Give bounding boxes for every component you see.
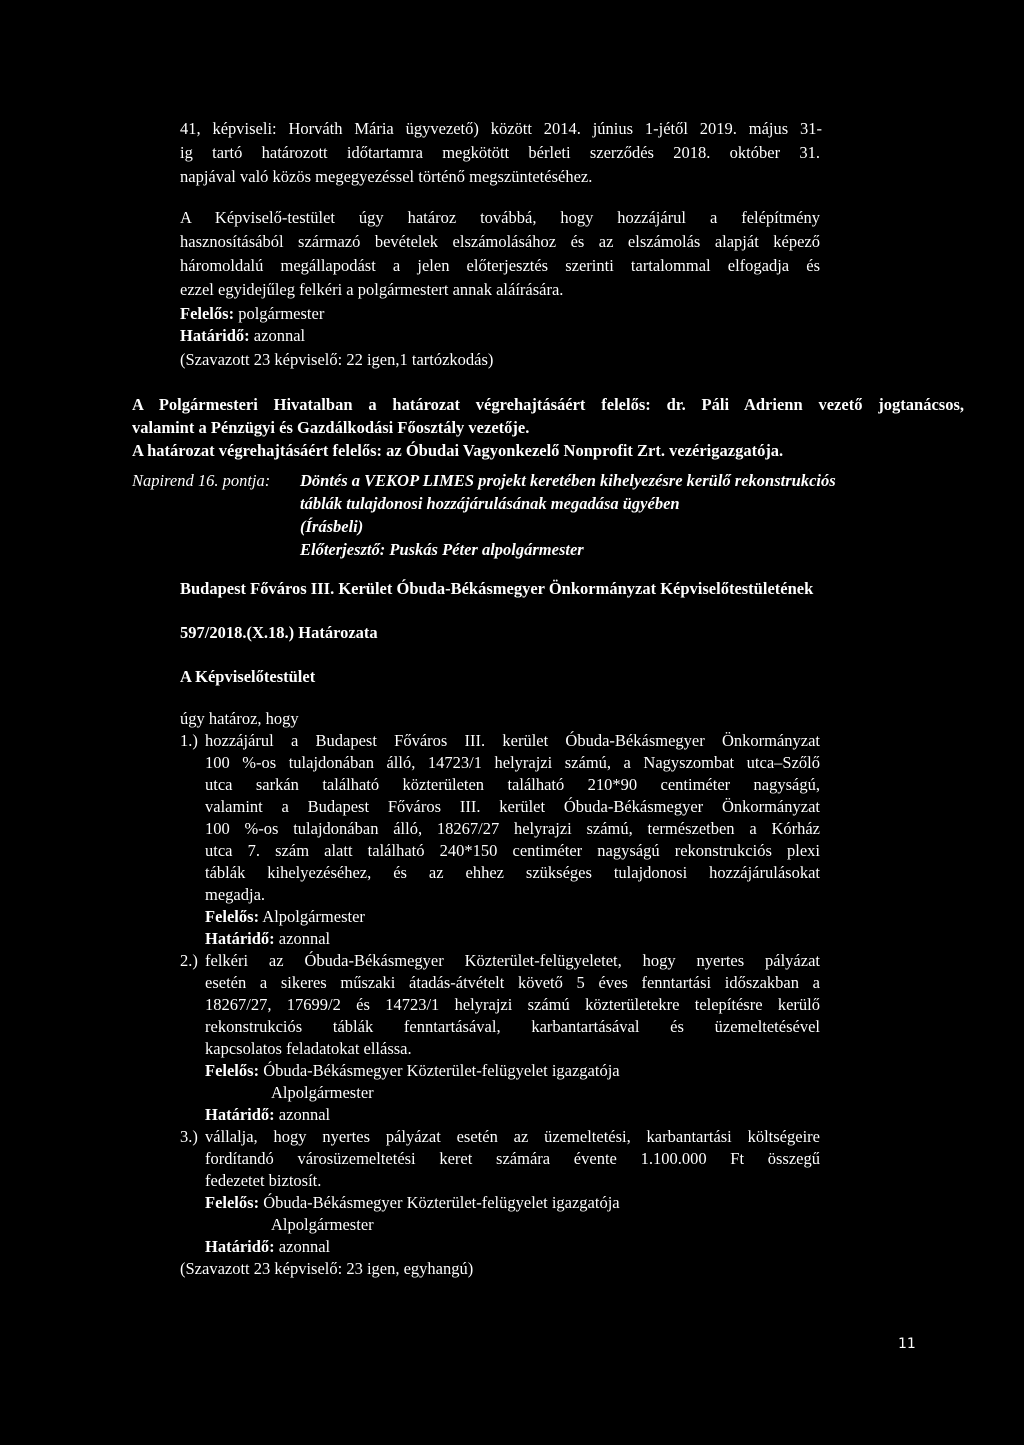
text-line: A Képviselő-testület úgy határoz továbbá, hogy hozzájárul a felépítmény (180, 208, 820, 227)
text-line: háromoldalú megállapodást a jelen előterjesztés szerinti tartalommal elfogadja és (180, 256, 820, 275)
deadline-label: Határidő: (180, 326, 250, 345)
responsible-line (205, 1061, 620, 1081)
responsible-label: Felelős: (180, 304, 235, 323)
text-line: fordítandó városüzemeltetési keret számára évente 1.100.000 Ft összegű (205, 1149, 820, 1168)
responsible-line (180, 304, 324, 324)
item-number: 3.) (180, 1127, 198, 1146)
deadline-value: azonnal (249, 326, 306, 345)
text-line: 18267/27, 17699/2 és 14723/1 helyrajzi számú közterületekre telepítésre kerülő (205, 995, 820, 1014)
deadline-line (205, 1237, 330, 1257)
text-line: hasznosításából származó bevételek elszámolásához és az elszámolás alapját képező (180, 232, 820, 251)
text-line: 41, képviseli: Horváth Mária ügyvezető) között 2014. június 1-jétől 2019. május 31- (180, 119, 822, 138)
agenda-presenter: Előterjesztő: Puskás Péter alpolgármester (300, 540, 584, 559)
resolution-body-title: Budapest Főváros III. Kerület Óbuda-Békásmegyer Önkormányzat Képviselőtestületének (180, 579, 814, 598)
responsible-label: Felelős: (205, 1061, 260, 1080)
agenda-type: (Írásbeli) (300, 517, 364, 536)
text-line: felkéri az Óbuda-Békásmegyer Közterület-felügyeletet, hogy nyertes pályázat (205, 951, 820, 970)
responsible-label: Felelős: (205, 1193, 260, 1212)
page-number: 11 (898, 1336, 916, 1352)
text-line: fedezetet biztosít. (205, 1171, 322, 1190)
resolution-subject: A Képviselőtestület (180, 667, 316, 686)
text-line: 100 %-os tulajdonában álló, 14723/1 helyrajzi számú, a Nagyszombat utca–Szőlő (205, 753, 820, 772)
deadline-value: azonnal (274, 1237, 331, 1256)
text-line: valamint a Pénzügyi és Gazdálkodási Főosztály vezetője. (132, 418, 530, 437)
text-line: ezzel egyidejűleg felkéri a polgármestert annak aláírására. (180, 280, 564, 299)
text-line: 100 %-os tulajdonában álló, 18267/27 helyrajzi számú, természetben a Kórház (205, 819, 820, 838)
deadline-value: azonnal (274, 1105, 331, 1124)
deadline-line (205, 929, 330, 949)
vote-result: (Szavazott 23 képviselő: 22 igen,1 tartózkodás) (180, 350, 494, 369)
text-line: A Polgármesteri Hivatalban a határozat végrehajtásáért felelős: dr. Páli Adrienn vezető jogtanácsos, (132, 395, 964, 414)
responsible-value: Óbuda-Békásmegyer Közterület-felügyelet igazgatója (259, 1193, 620, 1212)
text-line: valamint a Budapest Főváros III. kerület Óbuda-Békásmegyer Önkormányzat (205, 797, 820, 816)
agenda-label: Napirend 16. pontja: (132, 471, 271, 490)
responsible-value-2: Alpolgármester (271, 1215, 374, 1234)
deadline-label: Határidő: (205, 929, 275, 948)
deadline-line (180, 326, 305, 346)
deadline-label: Határidő: (205, 1105, 275, 1124)
deadline-value: azonnal (274, 929, 331, 948)
deadline-label: Határidő: (205, 1237, 275, 1256)
responsible-line (205, 907, 365, 927)
responsible-value-2: Alpolgármester (271, 1083, 374, 1102)
text-line: vállalja, hogy nyertes pályázat esetén az üzemeltetési, karbantartási költségeire (205, 1127, 820, 1146)
text-line: kapcsolatos feladatokat ellássa. (205, 1039, 412, 1058)
text-line: ig tartó határozott időtartamra megkötött bérleti szerződés 2018. október 31. (180, 143, 820, 162)
text-line: megadja. (205, 885, 266, 904)
responsible-label: Felelős: (205, 907, 260, 926)
agenda-title: Döntés a VEKOP LIMES projekt keretében kihelyezésre kerülő rekonstrukciós (300, 471, 836, 490)
deadline-line (205, 1105, 330, 1125)
resolution-intro: úgy határoz, hogy (180, 709, 299, 728)
vote-result: (Szavazott 23 képviselő: 23 igen, egyhangú) (180, 1259, 474, 1278)
text-line: utca sarkán található közterületen található 210*90 centiméter nagyságú, (205, 775, 820, 794)
text-line: utca 7. szám alatt található 240*150 centiméter nagyságú rekonstrukciós plexi (205, 841, 820, 860)
text-line: esetén a sikeres műszaki átadás-átvételt követő 5 éves fenntartási időszakban a (205, 973, 820, 992)
item-number: 2.) (180, 951, 198, 970)
responsible-line (205, 1193, 620, 1213)
text-line: táblák kihelyezéséhez, és az ehhez szükséges tulajdonosi hozzájárulásokat (205, 863, 820, 882)
text-line: rekonstrukciós táblák fenntartásával, karbantartásával és üzemeltetésével (205, 1017, 820, 1036)
responsible-value: Alpolgármester (259, 907, 365, 926)
text-line: hozzájárul a Budapest Főváros III. kerület Óbuda-Békásmegyer Önkormányzat (205, 731, 820, 750)
agenda-title: táblák tulajdonosi hozzájárulásának megadása ügyében (300, 494, 680, 513)
responsible-value: polgármester (234, 304, 325, 323)
text-line: A határozat végrehajtásáért felelős: az Óbudai Vagyonkezelő Nonprofit Zrt. vezérigazgatója. (132, 441, 784, 460)
responsible-value: Óbuda-Békásmegyer Közterület-felügyelet igazgatója (259, 1061, 620, 1080)
text-line: napjával való közös megegyezéssel történő megszüntetéséhez. (180, 167, 593, 186)
item-number: 1.) (180, 731, 198, 750)
resolution-number: 597/2018.(X.18.) Határozata (180, 623, 378, 642)
